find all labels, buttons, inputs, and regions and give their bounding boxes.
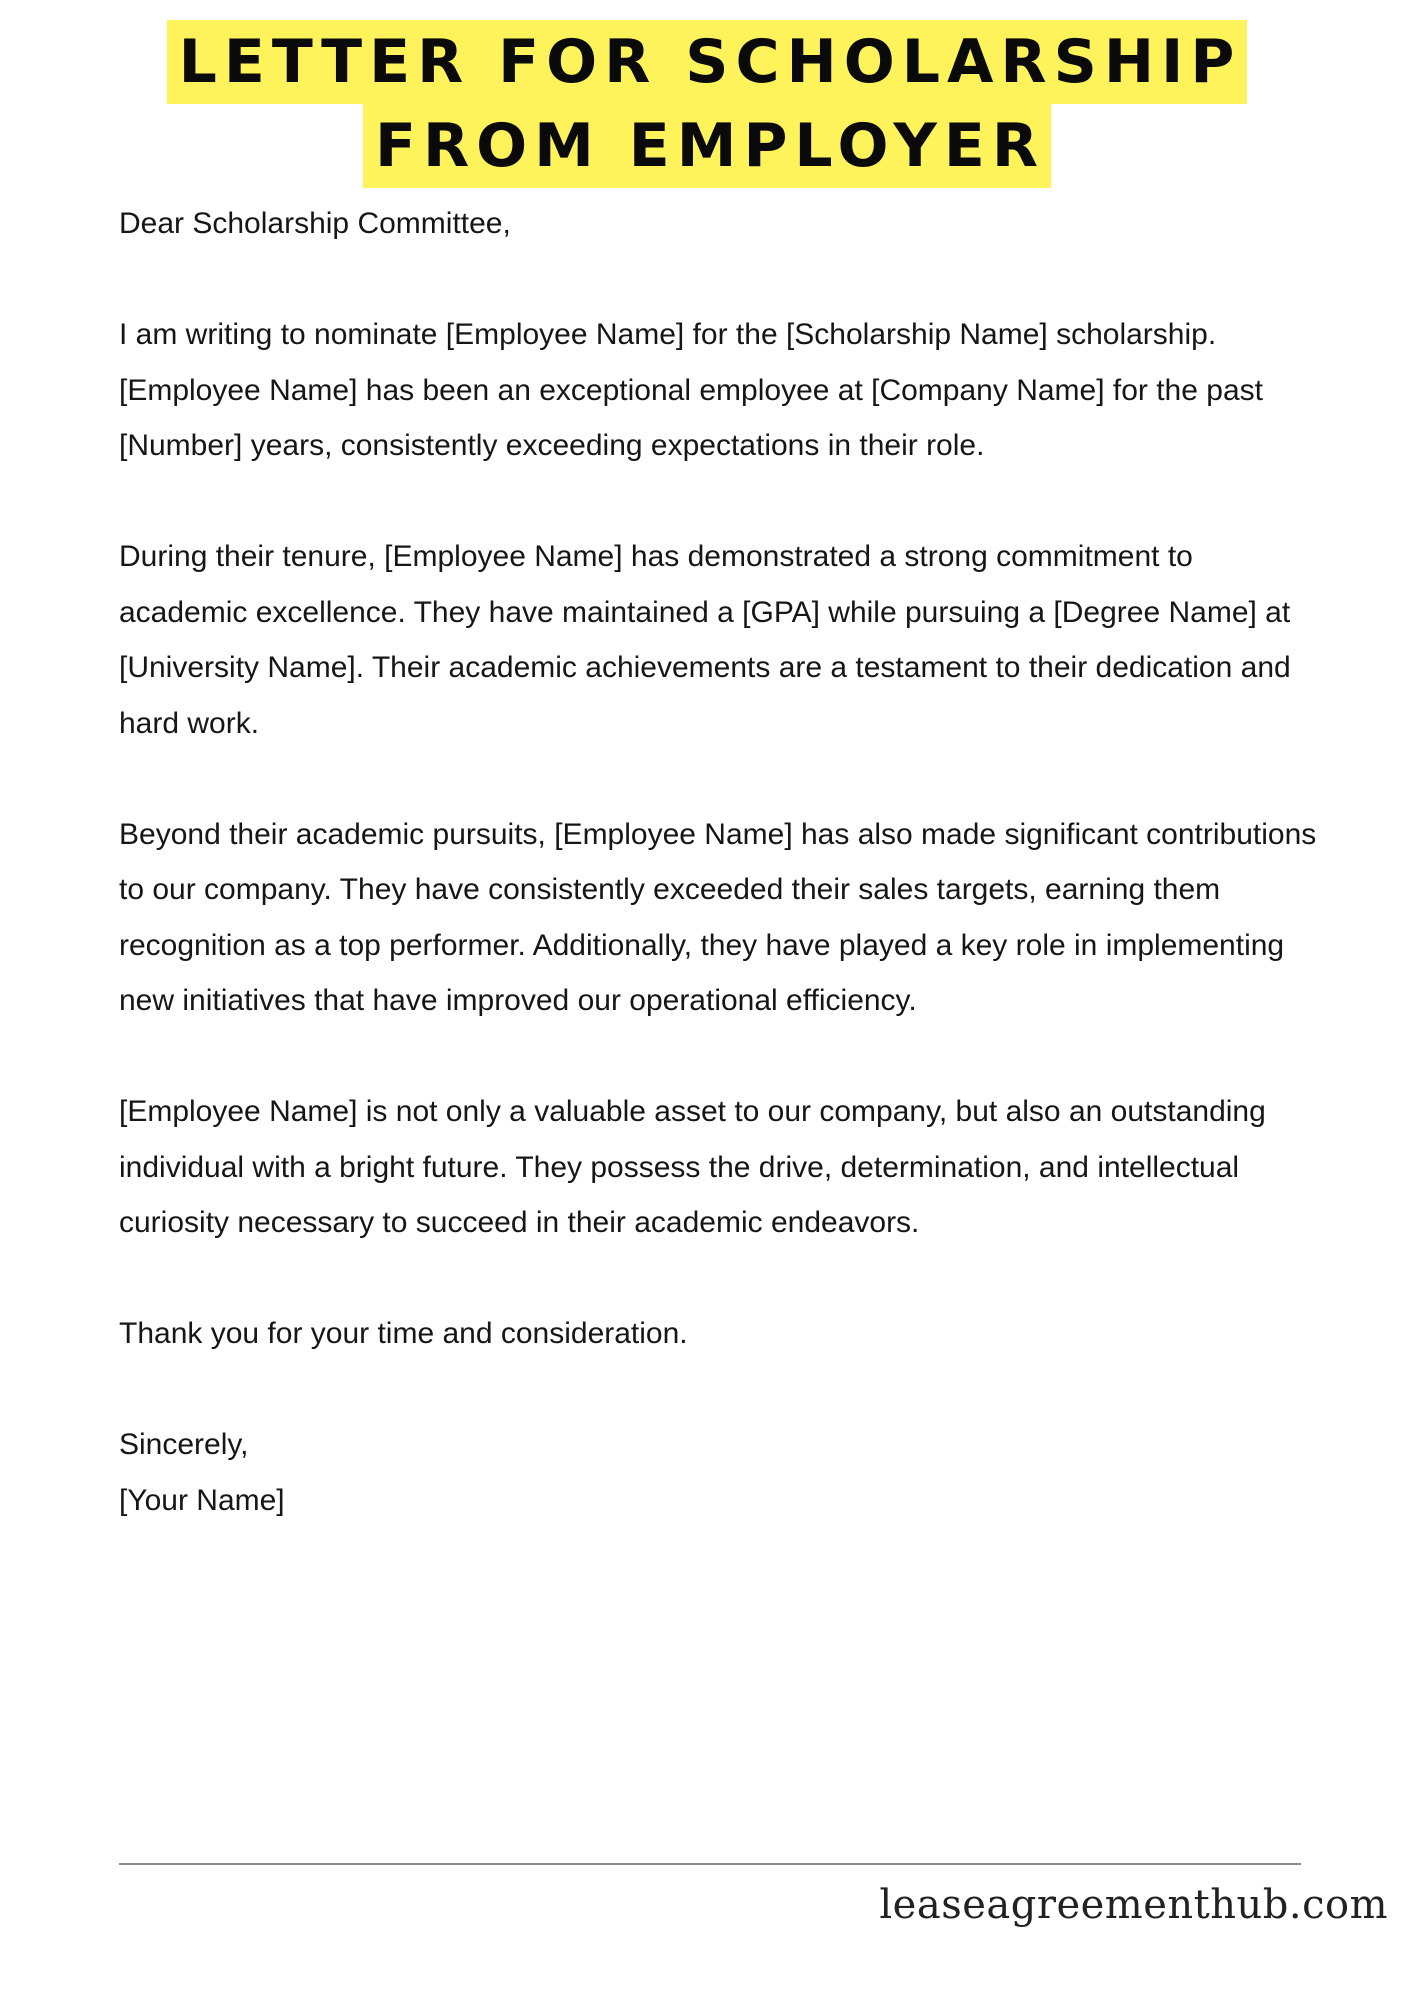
paragraph-1: I am writing to nominate [Employee Name] for the [Scholarship Name] scholarship. [Employee Name] has been an exceptional employee at [Company Name] for the past [Number] years, consistently exceeding expectations in their role. [119,318,1263,462]
paragraph-2: During their tenure, [Employee Name] has demonstrated a strong commitment to academic excellence. They have maintained a [GPA] while pursuing a [Degree Name] at [University Name]. Their academic achievements are a testament to their dedication and hard work. [119,540,1291,740]
signature: [Your Name] [119,1483,285,1517]
salutation: Dear Scholarship Committee, [119,207,511,240]
document-title [0,20,1414,188]
closing-sign-off [119,1417,1319,1528]
title-line-1: LETTER FOR SCHOLARSHIP [167,20,1248,104]
closing: Sincerely, [119,1428,249,1461]
footer-brand: leaseagreementhub.com [879,1882,1388,1928]
footer-divider [119,1863,1301,1865]
paragraph-4: [Employee Name] is not only a valuable asset to our company, but also an outstanding individual with a bright future. They possess the drive, determination, and intellectual curiosity necessary to succeed in their academic endeavors. [119,1095,1266,1239]
thank-you-line: Thank you for your time and consideration. [119,1317,688,1350]
title-line-2: FROM EMPLOYER [363,104,1051,188]
paragraph-3: Beyond their academic pursuits, [Employee Name] has also made significant contributions to our company. They have consistently exceeded their sales targets, earning them recognition as a top performer. Additionally, they have played a key role in implementing new initiatives that have improved our operational efficiency. [119,817,1317,1017]
letter-body [119,196,1319,1528]
